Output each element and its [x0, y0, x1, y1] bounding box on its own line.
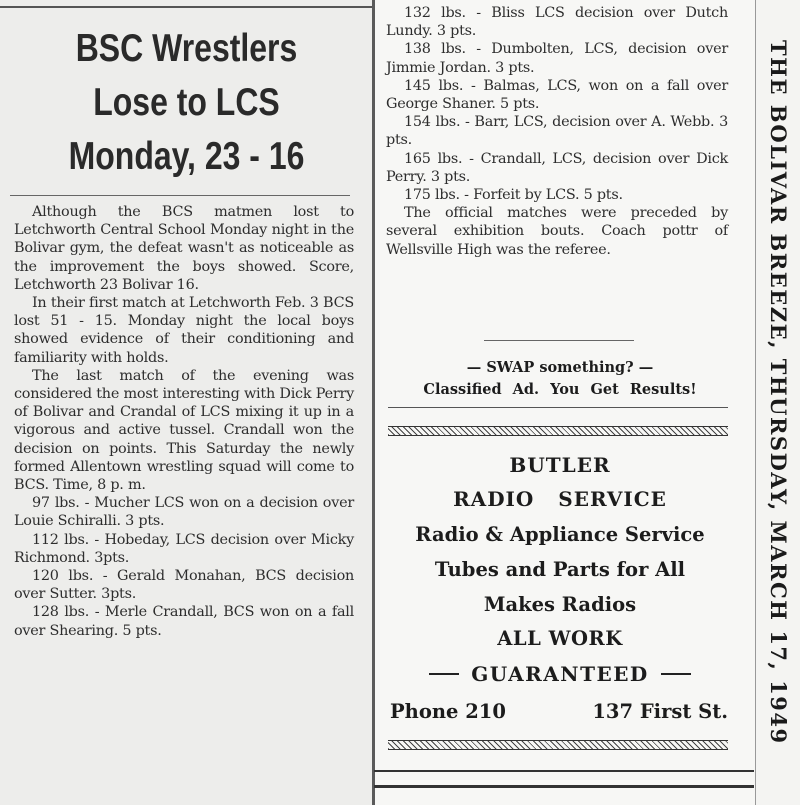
article-headline — [45, 22, 328, 184]
match-result: 175 lbs. - Forfeit by LCS. 5 pts. — [404, 187, 623, 204]
page-bottom-rule-1 — [374, 770, 754, 772]
ad-line-2: Tubes and Parts for All — [434, 558, 686, 581]
newspaper-masthead: THE BOLIVAR BREEZE, THURSDAY, MARCH 17, 1949 — [766, 40, 791, 745]
article-paragraph: Although the BCS matmen lost to Letchworth Central School Monday night in the Bolivar gym, the defeat wasn't as noticeable as the improvement the boys showed. Score, Letchworth 23 Bolivar 16. — [14, 204, 354, 293]
match-result: 97 lbs. - Mucher LCS won on a decision over Louie Schiralli. 3 pts. — [14, 495, 354, 530]
masthead-strip — [755, 0, 800, 805]
ad-line-3: Makes Radios — [483, 593, 637, 616]
article-end-rule — [484, 340, 634, 341]
butler-radio-ad — [380, 448, 740, 732]
match-result: 145 lbs. - Balmas, LCS, won on a fall over George Shaner. 5 pts. — [386, 77, 728, 113]
filler-line-1: — SWAP something? — — [466, 359, 654, 376]
filler-line-2: Classified Ad. You Get Results! — [423, 381, 697, 398]
match-result: 128 lbs. - Merle Crandall, BCS won on a fall over Shearing. 5 pts. — [14, 604, 354, 639]
top-rule — [0, 6, 372, 8]
article-body-left — [14, 203, 354, 640]
headline-line-2: Lose to LCS — [93, 81, 280, 124]
article-body-right — [386, 4, 728, 259]
headline-rule — [10, 195, 350, 196]
match-result: 165 lbs. - Crandall, LCS, decision over Dick Perry. 3 pts. — [386, 150, 728, 185]
ad-owner: BUTLER — [509, 453, 611, 477]
match-result: 120 lbs. - Gerald Monahan, BCS decision over Sutter. 3pts. — [14, 568, 354, 603]
ad-guarantee-text: GUARANTEED — [471, 662, 649, 686]
article-paragraph: In their first match at Letchworth Feb. 3 BCS lost 51 - 15. Monday night the local boys showed evidence of their conditioning and familiarity with holds. — [14, 295, 354, 366]
article-paragraph: The last match of the evening was considered the most interesting with Dick Perry of Bolivar and Crandal of LCS mixing it up in a vigorous and active tussel. Crandall won the decision on points. This Saturday the newly formed Allentown wrestling squad will come to BCS. Time, 8 p. m. — [14, 367, 354, 494]
ad-top-border — [388, 426, 728, 436]
page-bottom-rule-2 — [374, 785, 754, 788]
match-result: 132 lbs. - Bliss LCS decision over Dutch Lundy. 3 pts. — [386, 5, 728, 40]
match-result: 138 lbs. - Dumbolten, LCS, decision over Jimmie Jordan. 3 pts. — [386, 41, 728, 76]
ad-guarantee — [380, 656, 740, 692]
ad-top-rule — [388, 407, 728, 408]
ad-bottom-border — [388, 740, 728, 750]
ad-service: RADIO SERVICE — [453, 487, 667, 511]
ad-line-4: ALL WORK — [497, 627, 623, 650]
article-paragraph: The official matches were preceded by several exhibition bouts. Coach pottr of Wellsville High was the referee. — [386, 205, 728, 258]
dash-right — [661, 673, 691, 675]
ad-contact — [380, 692, 740, 732]
ad-line-1: Radio & Appliance Service — [415, 523, 705, 546]
match-result: 112 lbs. - Hobeday, LCS decision over Micky Richmond. 3pts. — [14, 531, 354, 566]
classified-filler — [382, 357, 738, 401]
match-result: 154 lbs. - Barr, LCS, decision over A. Webb. 3 pts. — [386, 114, 728, 149]
dash-left — [429, 673, 459, 675]
ad-phone: Phone 210 — [390, 700, 506, 723]
ad-address: 137 First St. — [592, 700, 728, 723]
headline-line-1: BSC Wrestlers — [75, 27, 298, 70]
headline-line-3: Monday, 23 - 16 — [68, 135, 305, 178]
left-column — [0, 0, 372, 805]
